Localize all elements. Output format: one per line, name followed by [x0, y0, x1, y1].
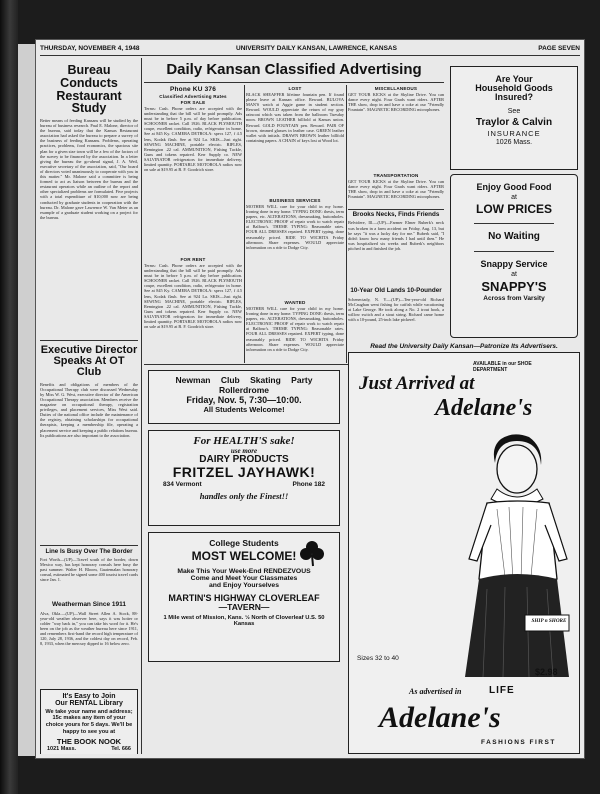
- book-nook-address: 1021 Mass.: [47, 745, 77, 752]
- exec-headline: Executive Director Speaks At OT Club: [40, 344, 138, 379]
- traylor-name: Traylor & Calvin: [475, 116, 553, 128]
- classified-col-3: [348, 85, 444, 363]
- snappy-line1: Enjoy Good Food: [476, 182, 552, 192]
- fritzel-line1: For HEALTH'S sake!: [193, 435, 295, 447]
- adelaines-tag: SHIP n SHORE: [531, 618, 567, 624]
- adelaines-available: AVAILABLE in our SHOE DEPARTMENT: [473, 361, 532, 373]
- masthead-paper: UNIVERSITY DAILY KANSAN, LAWRENCE, KANSAS: [236, 45, 397, 52]
- classified-col-1: [144, 85, 242, 363]
- traylor-line3: Insured?: [494, 92, 533, 103]
- classified-transport: TRANSPORTATION: [373, 173, 419, 178]
- martins-line2: MOST WELCOME!: [191, 548, 297, 563]
- adelaines-brand: Adelane's: [435, 395, 533, 421]
- weather-article: Alva, Okla.—(UP)—Wall Street Allen A. Stock, 88-year-old weather observer here, says it was hotter or colder "way back in," you can take his word for it. He's been on the job as the weather bureau here since 1911, and remembers first-hand the record high temperature of 120, July 28, 1936, and the coldest day on record, Feb. 8, 1933, when the mercury dipped to 16 below zero.: [40, 610, 138, 647]
- traylor-calvin-ad: [450, 66, 578, 170]
- martins-ad: [148, 532, 340, 662]
- classified-col-1-rent-text: Terms: Cash. Phone orders are accepted with the understanding that the bill will be paid promptly. Ads must be in before 5 p.m. of day before publication. SCHOONER racket. Call 1926. BLACK PLYMOUTH coupe, excellent condition, radio, refrigerator in home. See at 845 Ky. CAMERA DETROLA: specs 127, f 4.5 lens, Kodak flash. See at 924 La. SKIS—Just right. SEWING MACHINE, portable electric. RIFLES, Remington .22 cal. AMMUNITION, Fishing Tackle, Guns and tokens repaired. Kerr Supply co. NEW SALVINATOR refrigerators for immediate delivery, limited quantity. PORTABLE MOTOROLA radios now on sale at $19.95 at B. F. Goodrich store.: [144, 263, 242, 330]
- newman-line3: Friday, Nov. 5, 7:30—10:00.: [186, 395, 302, 405]
- classified-transport-text: GET YOUR KICKS at the Skyline Drive. You can dance every night. Four Grads want riders. AFTER THE show, drop in and have a coke at our "Friendly Fountain". MAGNETIC RECORDING microphones.: [348, 179, 444, 200]
- martins-line6: MARTIN'S HIGHWAY CLOVERLEAF: [168, 592, 320, 603]
- fritzel-line4: FRITZEL JAYHAWK!: [172, 464, 316, 481]
- adelaines-life: LIFE: [489, 685, 515, 696]
- martins-line7: —TAVERN—: [218, 602, 270, 613]
- classified-misc: MISCELLANEOUS: [374, 86, 418, 91]
- masthead: [40, 43, 580, 56]
- classified-lost: LOST: [288, 86, 302, 91]
- traylor-line2: Household Goods: [475, 83, 553, 94]
- newman-line2: Rollerdrome: [218, 385, 270, 395]
- snappys-ad: [450, 174, 578, 338]
- book-nook-line2: Our RENTAL Library: [55, 699, 123, 707]
- classified-business: BUSINESS SERVICES: [269, 198, 321, 203]
- book-nook-name: THE BOOK NOOK: [56, 737, 122, 747]
- classified-wanted: WANTED: [284, 300, 306, 305]
- bureau-article: Better means of feeding Kansans will be studied by the bureau of business research. Paul E. Malone, director of the bureau, said today that the Kansas Restaurant association had asked the bureau to prepare a survey of the business of feeding Kansans. Problems, operating practices, problems, food economics, the spacious site plan for a given size town will be a few of the factors of the survey to be financed by the association. In a letter giving the bureau the go-ahead signal, J. A. Weil, executive secretary of the association, said, "Our board of directors voted unanimously to cooperate with you in this matter." Mr. Malone said a committee is being formed to act as liaison between the bureau and the restaurant operators while an outline of the report and other specialized problems are formulated. Five projects with a total expenditure of $10,000 now are being conducted by graduate students in cooperation with the bureau. Dr. Malone gave Lawrence W. Van Meter as an example of a graduate student working on a project for the bureau.: [40, 118, 138, 220]
- traylor-see: See: [507, 107, 521, 115]
- masthead-date: THURSDAY, NOVEMBER 4, 1948: [40, 45, 140, 52]
- adelaines-advertised: As advertised in: [409, 687, 462, 696]
- snappy-line3: LOW PRICES: [475, 202, 552, 217]
- exec-article: Benefits and obligations of members of the Occupational Therapy club were discussed Wednesday by Miss W. G. West, executive director of the American Occupational Therapy association. Members receive the magazine on occupational therapy, registration privileges, and placement services, Miss West said. Duties of the national office include the maintenance of the registry, obtaining scholarships for occupational therapists, keeping a membership file, operating a placement service and keeping a public relations bureau. Its publications are also important to the association.: [40, 381, 138, 438]
- martins-line8: 1 Mile west of Mission, Kans. ½ North of Cloverleaf U.S. 50 Kansas: [163, 614, 325, 627]
- book-nook-body: We take your name and address; 15c makes any item of your choice yours for 5 days. We'll be happy to see you at: [45, 708, 133, 735]
- classified-wanted-text: MOTHER WILL care for your child in my home. Ironing done in my home. TYPING DONE: thesis, term papers, etc. ALTERATIONS, dressmaking, buttonholes. ELECTRONIC PROOF of repair work to watch repair at Balfour's. THEME TYPING: Reasonable rates. FOUR ALL DRESSES repaired. EXPERT typing, done reasonably priced. RIDE TO WICHITA Friday afternoon. Share expenses. WOULD appreciate information on a ride to Dodge City.: [246, 306, 344, 352]
- left-column: [40, 60, 138, 754]
- martins-line1: College Students: [209, 538, 279, 548]
- fritzel-ad: [148, 430, 340, 526]
- fritzel-phone: Phone 182: [292, 481, 325, 489]
- classified-col-3-text: GET YOUR KICKS at the Skyline Drive. You can dance every night. Four Grads want riders. AFTER THE show, drop in and have a coke at our "Friendly Fountain". MAGNETIC RECORDING microphones.: [348, 92, 444, 113]
- book-nook-line1: It's Easy to Join: [62, 692, 116, 700]
- newman-club-ad: [148, 370, 340, 424]
- book-nook-ad: [40, 689, 138, 754]
- classified-for-rent: FOR RENT: [180, 257, 206, 262]
- adelaines-price: $2.98: [535, 667, 558, 677]
- border-article: Fort Worth—(UP)—Travel south of the border, down Mexico way, has kept honorary consuls here busy the past summer. Walter H. Bloom, Guatemalan honorary consul, estimated he signed some 400 tourist travel cards since Jan. 1.: [40, 556, 138, 583]
- adelaines-footer-brand: Adelane's: [379, 701, 501, 734]
- snappy-line7: SNAPPY'S: [481, 278, 547, 294]
- weather-headline: Weatherman Since 1911: [52, 600, 126, 608]
- newman-line1: Newman Club Skating Party: [175, 375, 313, 385]
- book-nook-tel: Tel. 666: [111, 745, 131, 752]
- border-headline: Line Is Busy Over The Border: [45, 547, 133, 555]
- martins-line5: and Enjoy Yourselves: [208, 581, 279, 589]
- martins-line3: Make This Your Week-End RENDEZVOUS: [177, 567, 311, 575]
- masthead-page: PAGE SEVEN: [538, 45, 580, 52]
- classified-col-2-text: BLACK SHEAFFER lifetime fountain pen. If found please leave at Kansan office. Reward. BULOVA MAN'S watch at Aggie game in student section. Reward. WOULD appreciate the return of my gray raincoat which was taken from the ballroom Tuesday noon. BROWN LEATHER billfold at Kansas union. Reward. GOLD FOUNTAIN pen. Reward. PAIR OF brown, rimmed glasses in leather case. GREEN leather wallet with initials. DRAWN BROWN leather billfold containing papers. A CHAIN of keys lost at Wood lot.: [246, 92, 344, 143]
- fritzel-line3: DAIRY PRODUCTS: [199, 454, 289, 465]
- classified-col-2b-text: MOTHER WILL care for your child in my home. Ironing done in my home. TYPING DONE: thesis, term papers, etc. ALTERATIONS, dressmaking, buttonholes. ELECTRONIC PROOF of repair work to watch repair at Balfour's. THEME TYPING: Reasonable rates. FOUR ALL DRESSES repaired. EXPERT typing, done reasonably priced. RIDE TO WICHITA Friday afternoon. Share expenses. WOULD appreciate information on a ride to Dodge City.: [246, 204, 344, 250]
- adelaines-ad: [348, 352, 580, 754]
- adelaines-footer-sub: FASHIONS FIRST: [481, 739, 556, 746]
- classified-col-1-text: Terms: Cash. Phone orders are accepted with the understanding that the bill will be paid promptly. Ads must be in before 5 p.m. of day before publication. SCHOONER racket. Call 1926. BLACK PLYMOUTH coupe, excellent condition, radio, refrigerator in home. See at 845 Ky. CAMERA DETROLA: specs 127, f 4.5 lens, Kodak flash. See at 924 La. SKIS—Just right. SEWING MACHINE, portable electric. RIFLES, Remington .22 cal. AMMUNITION, Fishing Tackle, Guns and tokens repaired. Kerr Supply co. NEW SALVINATOR refrigerators for immediate delivery, limited quantity. PORTABLE MOTOROLA radios now on sale at $19.95 at B. F. Goodrich store.: [144, 106, 242, 173]
- brooks-article: Belvidere, Ill.—(UP)—Farmer Elmer Ruberk's neck was broken in a farm accident on Friday, Aug. 13, but he says "it was a lucky day for me." Ruberk said, "I didn't know how many friends I had until then." He was hospitalized six weeks and Ruberk's neighbors pitched in and finished the job.: [348, 220, 444, 251]
- fritzel-address: 834 Vermont: [163, 481, 202, 489]
- classified-header: Daily Kansan Classified Advertising: [166, 61, 422, 78]
- scan-edge: [0, 0, 18, 794]
- snappy-line6: at: [511, 270, 517, 278]
- classified-for-sale: FOR SALE: [180, 100, 206, 105]
- newman-line4: All Students Welcome!: [203, 405, 285, 414]
- model-illustration: [457, 429, 575, 679]
- tenpound-headline: 10-Year Old Lands 10-Pounder: [350, 287, 442, 295]
- adelaines-just: Just Arrived at: [359, 373, 475, 394]
- fritzel-tag: handles only the Finest!!: [199, 491, 289, 502]
- read-kansan-line: Read the University Daily Kansan—Patronize Its Advertisers.: [370, 343, 558, 350]
- brooks-headline: Brooks Necks, Finds Friends: [352, 211, 440, 218]
- traylor-insurance: INSURANCE: [487, 128, 541, 138]
- snappy-line2: at: [511, 194, 517, 202]
- fritzel-line2: use more: [230, 447, 258, 455]
- bureau-headline: Bureau Conducts Restaurant Study: [56, 63, 122, 116]
- classified-col-2: [246, 85, 344, 363]
- classified-rates-title: Classified Advertising Rates: [159, 94, 227, 99]
- clover-icon: [299, 539, 325, 567]
- snappy-line5: Snappy Service: [480, 258, 548, 269]
- snappy-line4: No Waiting: [488, 231, 540, 243]
- tenpound-article: Schenectady, N. Y.—(UP)—Ten-year-old Richard McCaughan went fishing for catfish while vacationing at Lake George. He took along a No. 2 trout hook, a willow switch and a stout string. Richard came home with a 10-pound, 25-inch lake pickerel.: [348, 296, 444, 323]
- martins-line4: Come and Meet Your Classmates: [190, 574, 298, 582]
- newspaper-page: [36, 40, 584, 758]
- snappy-line8: Across from Varsity: [483, 295, 545, 303]
- traylor-address: 1026 Mass.: [495, 138, 533, 146]
- adelaines-sizes: Sizes 32 to 40: [357, 655, 399, 662]
- classified-phone: Phone KU 376: [169, 86, 217, 93]
- traylor-line1: Are Your: [495, 74, 533, 84]
